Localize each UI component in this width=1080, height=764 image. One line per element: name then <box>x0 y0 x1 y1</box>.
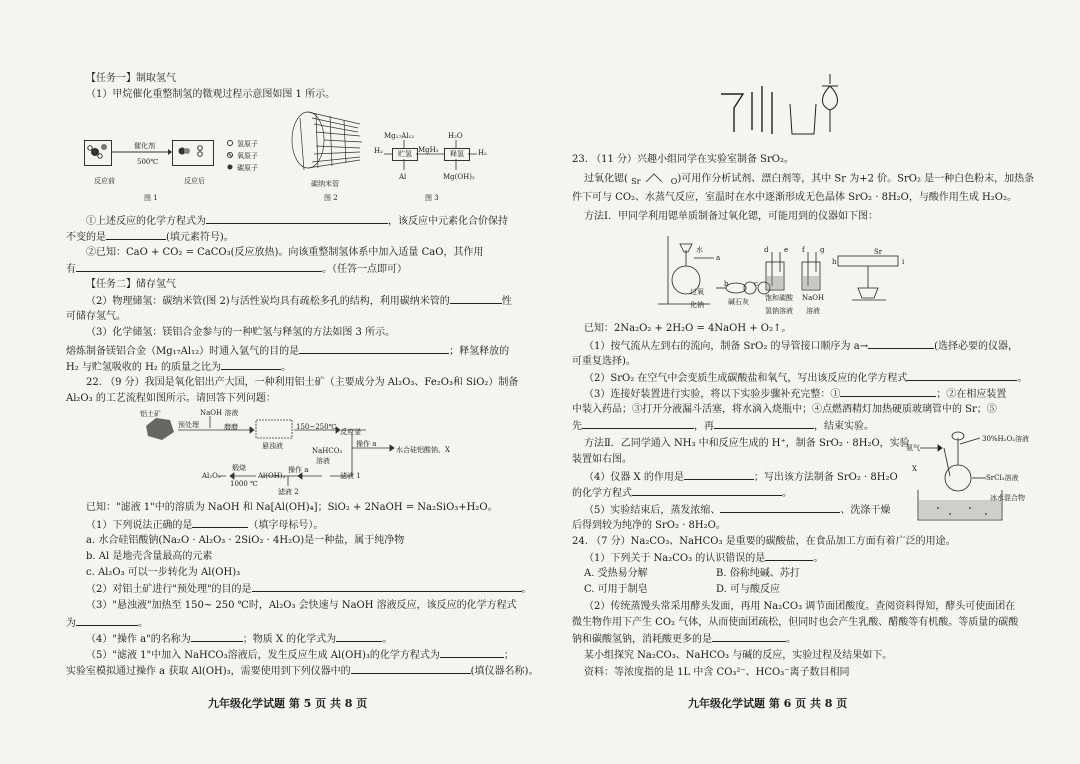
m2-x: X <box>912 465 917 473</box>
flow-nahco3: NaHCO₃ <box>312 447 343 455</box>
q23d: （4）仪器 X 的作用是 ；写出该方法制备 SrO₂ · 8H₂O <box>584 472 898 483</box>
q22c-line2: 为 。 <box>66 618 148 629</box>
answer-blank[interactable] <box>299 344 449 354</box>
q2-line1: （2）物理储氢：碳纳米管(图 2)与活性炭均具有疏松多孔的结构，利用碳纳米管的 性 <box>86 296 512 307</box>
fig3-al: Al <box>399 173 407 181</box>
q23c-line3: 先 ，再 ，结束实验。 <box>572 421 874 432</box>
app-i: i <box>902 258 905 266</box>
q22d: （4）"操作 a"的名称为 ；物质 X 的化学式为 。 <box>86 634 393 645</box>
flow-calcine: 煅烧 <box>232 464 246 472</box>
legend-hydrogen: 氢原子 <box>237 140 258 148</box>
app-h: h <box>832 258 837 266</box>
answer-blank[interactable] <box>840 387 936 397</box>
flow-pre: 预处理 <box>178 421 199 429</box>
q23c-line2: 中装入药品；③打开分液漏斗活塞，将水滴入烧瓶中；④点燃酒精灯加热硬质玻璃管中的 Sr；⑤ <box>572 404 997 415</box>
app-soda-lime: 碱石灰 <box>728 298 749 306</box>
fig3-mgh2: MgH₂ <box>418 146 439 154</box>
q22e: （5）"滤液 1"中加入 NaHCO₃溶液后，发生反应生成 Al(OH)₃的化学方程式为 ； <box>86 650 514 661</box>
q23a: （1）按气流从左到右的流向，制备 SrO₂ 的导管接口顺序为 a→ (选择必要的仪器， <box>584 341 1018 352</box>
answer-blank[interactable] <box>632 486 782 496</box>
flow-kettle: 反应釜 <box>340 428 361 436</box>
flow-temp: 150~250℃ <box>296 423 337 431</box>
q24-option-d: D. 可与酸反应 <box>716 584 781 595</box>
q23d-line2: 的化学方程式 。 <box>572 488 792 499</box>
q24c: 某小组探究 Na₂CO₃、NaHCO₃ 与碱的反应，实验过程及结果如下。 <box>584 650 893 661</box>
page-6 <box>540 0 1080 764</box>
method2-line2: 装置如右图。 <box>572 454 632 465</box>
method2: 方法Ⅱ．乙同学通入 NH₃ 中和反应生成的 H⁺，制备 SrO₂ · 8H₂O，实验 <box>584 438 910 449</box>
flow-calcine-temp: 1000 ℃ <box>230 480 258 488</box>
legend-carbon: 碳原子 <box>237 164 258 172</box>
answer-blank[interactable] <box>440 648 504 658</box>
page-footer: 九年级化学试题 第 6 页 共 8 页 <box>688 697 848 710</box>
after-box <box>172 140 214 166</box>
flow-al2o3: Al₂O₃ <box>202 472 221 480</box>
answer-blank[interactable] <box>336 632 382 642</box>
q23a-line2: 可重复选择)。 <box>572 356 636 367</box>
q22-line1: 22. （9 分）我国是氧化铝出产大国，一种利用铝土矿（主要成分为 Al₂O₃、Fe₂O₃和 SiO₂）制备 <box>86 377 519 388</box>
q23-line1: 23. （11 分）兴趣小组同学在实验室制备 SrO₂。 <box>572 154 795 165</box>
app-g: g <box>820 246 825 254</box>
flow-ore: 铝土矿 <box>140 410 161 418</box>
answer-blank[interactable] <box>907 371 1017 381</box>
flow-lines <box>0 0 1 1</box>
task1-q1: （1）甲烷催化重整制氢的微观过程示意图如图 1 所示。 <box>86 89 336 100</box>
m2-ammonia: 氨气 <box>906 444 920 452</box>
q22e-line2: 实验室模拟通过操作 a 获取 Al(OH)₃，需要使用到下列仪器中的 (填仪器名称)。 <box>66 666 539 677</box>
answer-blank[interactable] <box>868 339 934 349</box>
app-peroxide: 过氧化钠 <box>690 288 704 309</box>
option-a: a. 水合硅铝酸钠(Na₂O · Al₂O₃ · 2SiO₂ · 4H₂O)是一种盐，属于纯净物 <box>86 535 405 546</box>
q24-option-c: C. 可用于制皂 <box>584 584 648 595</box>
q24b: （2）传统蒸馒头常采用酵头发面，再用 Na₂CO₃ 调节面团酸度。查阅资料得知，酵头可使面团在 <box>584 601 1016 612</box>
fig2-caption: 图 2 <box>324 194 338 202</box>
m2-h2o2: 30%H₂O₂溶液 <box>982 435 1030 443</box>
answer-blank[interactable] <box>192 518 248 528</box>
answer-blank[interactable] <box>106 230 166 240</box>
fig3-reactant: Mg₁₇Al₁₂ <box>384 132 415 140</box>
q1b-line1: ②已知：CaO + CO₂ = CaCO₃(反应放热)。向该重整制氢体系中加入适量 CaO，其作用 <box>86 247 484 258</box>
q22-known: 已知："滤液 1"中的溶质为 NaOH 和 Na[Al(OH)₄]；SiO₂ + 2NaOH = Na₂SiO₃+H₂O。 <box>86 502 498 513</box>
answer-blank[interactable] <box>450 294 502 304</box>
q23e-line2: 后得到较为纯净的 SrO₂ · 8H₂O。 <box>572 520 726 531</box>
answer-blank[interactable] <box>351 664 471 674</box>
legend-oxygen: 氧原子 <box>237 152 258 160</box>
q23-known: 已知：2Na₂O₂ + 2H₂O = 4NaOH + O₂↑。 <box>584 323 792 334</box>
page-footer: 九年级化学试题 第 5 页 共 8 页 <box>208 697 368 710</box>
fig3-water: H₂O <box>448 132 463 140</box>
q24-option-a: A. 受热易分解 <box>584 568 648 579</box>
q2-line2: 可储存氢气。 <box>66 311 126 322</box>
q23b: （2）SrO₂ 在空气中会变质生成碳酸盐和氧气，写出该反应的化学方程式 。 <box>584 373 1028 384</box>
app-c: c <box>754 280 758 288</box>
q3-line1: （3）化学储氢：镁铝合金参与的一种贮氢与释氢的方法如图 3 所示。 <box>86 327 396 338</box>
task2-header: 【任务二】储存氢气 <box>86 279 176 290</box>
q23-line3: 件下可与 CO₂、水蒸气反应，室温时在水中逐渐形成无色晶体 SrO₂ · 8H₂O，与酸作用生成 H₂O₂。 <box>572 192 1017 203</box>
answer-blank[interactable] <box>252 582 522 592</box>
q24-option-b: B. 俗称纯碱、苏打 <box>716 568 800 579</box>
answer-blank[interactable] <box>191 632 243 642</box>
answer-blank[interactable] <box>684 470 754 480</box>
flow-filtrate2: 滤液 2 <box>278 488 299 496</box>
answer-blank[interactable] <box>582 419 694 429</box>
q3-line2: 熔炼制备镁铝合金（Mg₁₇Al₁₂）时通入氩气的目的是 ；释氢释放的 <box>66 346 510 357</box>
q24b-line3: 钠和碳酸氢钠，消耗酸更多的是 。 <box>572 634 796 645</box>
fig1-catalyst: 催化剂 <box>134 142 155 150</box>
q24-line1: 24. （7 分）Na₂CO₃、NaHCO₃ 是重要的碳酸盐，在食品加工方面有着广泛的用途。 <box>572 536 956 547</box>
answer-blank[interactable] <box>206 214 388 224</box>
fig3-caption: 图 3 <box>425 194 439 202</box>
q1a-line1: ①上述反应的化学方程式为 ，该反应中元素化合价保持 <box>86 216 508 227</box>
m2-ice: 冰水混合物 <box>990 494 1025 502</box>
app-nahco3: 饱和碳酸氢钠溶液 <box>765 294 793 315</box>
q22c: （3）"悬浊液"加热至 150~ 250 ℃时，Al₂O₃ 会快速与 NaOH 溶液反应，该反应的化学方程式 <box>86 600 517 611</box>
peroxide-structure-icon <box>644 172 668 186</box>
flow-product: 水合硅铝酸钠、X <box>396 446 450 454</box>
fig3-release: 释氢 <box>444 148 470 161</box>
fig3-h2-in: H₂ <box>374 147 383 155</box>
fig3-mgoh2: Mg(OH)₂ <box>443 173 475 181</box>
option-b: b. Al 是地壳含量最高的元素 <box>86 551 213 562</box>
q23c: （3）连接好装置进行实验，将以下实验步骤补充完整：① ；②在相应装置 <box>584 389 1007 400</box>
flow-suspension: 悬浊液 <box>262 442 283 450</box>
q24a: （1）下列关于 Na₂CO₃ 的认识错误的是 。 <box>584 553 824 564</box>
method2-apparatus <box>540 0 541 1</box>
flow-naoh: NaOH 溶液 <box>200 409 239 417</box>
app-sr: Sr <box>874 248 883 256</box>
fig1-after: 反应后 <box>184 177 205 185</box>
q22a: （1）下列说法正确的是 （填字母标号）。 <box>86 520 324 531</box>
answer-blank[interactable] <box>221 360 281 370</box>
m2-srcl2: SrCl₂溶液 <box>986 474 1019 482</box>
fig1-caption: 图 1 <box>144 194 158 202</box>
q1b-line2: 有 。（任答一点即可） <box>66 264 407 275</box>
flow-op-a1: 操作 a <box>356 440 377 448</box>
q23e: （5）实验结束后，蒸发浓缩、 、洗涤干燥 <box>584 505 891 516</box>
app-e: e <box>784 246 789 254</box>
fig1-before: 反应前 <box>94 177 115 185</box>
app-b: b <box>724 280 729 288</box>
fig3-store: 贮氢 <box>392 148 418 161</box>
flow-aloh3: Al(OH)₃ <box>258 472 286 480</box>
q22b: （2）对铝土矿进行"预处理"的目的是 。 <box>86 584 532 595</box>
ore-icon <box>146 418 174 440</box>
flow-solution: 溶液 <box>316 457 330 465</box>
answer-blank[interactable] <box>76 616 138 626</box>
answer-blank[interactable] <box>720 503 840 513</box>
fig1-temp: 500℃ <box>137 158 159 166</box>
q24d: 资料：等浓度指的是 1L 中含 CO₃²⁻、HCO₃⁻离子数目相同 <box>584 667 850 678</box>
q23-line2: 过氧化锶( $_{Sr}$ $_O$)可用作分析试剂、漂白剂等，其中 Sr 为+2 价。SrO₂ 是一种白色粉末，加热条 <box>584 173 1035 186</box>
app-water: 水 <box>696 246 703 254</box>
flow-filtrate1: 滤液 1 <box>340 472 361 480</box>
app-f: f <box>802 246 805 254</box>
q22-line2: Al₂O₃ 的工艺流程如图所示。请回答下列问题： <box>66 393 276 404</box>
q1a-line2: 不变的是 (填元素符号)。 <box>66 232 234 243</box>
q24b-line2: 微生物作用下产生 CO₂ 气体，从而使面团疏松，但同时也会产生乳酸、醋酸等有机酸。等质量的碳酸 <box>572 617 1019 628</box>
option-c: c. Al₂O₃ 可以一步转化为 Al(OH)₃ <box>86 567 241 578</box>
answer-blank[interactable] <box>714 419 814 429</box>
app-d: d <box>764 246 769 254</box>
fig2-label: 碳纳米管 <box>311 180 339 188</box>
fig3-h2-out: H₂ <box>478 149 487 157</box>
answer-blank[interactable] <box>76 262 322 272</box>
task1-header: 【任务一】制取氢气 <box>86 73 176 84</box>
flow-grind: 磨磨 <box>224 423 238 431</box>
flow-op-a2: 操作 a <box>288 466 309 474</box>
answer-blank[interactable] <box>712 632 786 642</box>
q3-line3: H₂ 与贮氢吸收的 H₂ 的质量之比为 。 <box>66 362 291 373</box>
app-naoh: NaOH 溶液 <box>802 294 825 315</box>
answer-blank[interactable] <box>765 551 813 561</box>
method1: 方法Ⅰ．甲同学利用锶单质制备过氧化锶，可能用到的仪器如下图： <box>584 211 878 222</box>
app-a: a <box>716 254 721 262</box>
